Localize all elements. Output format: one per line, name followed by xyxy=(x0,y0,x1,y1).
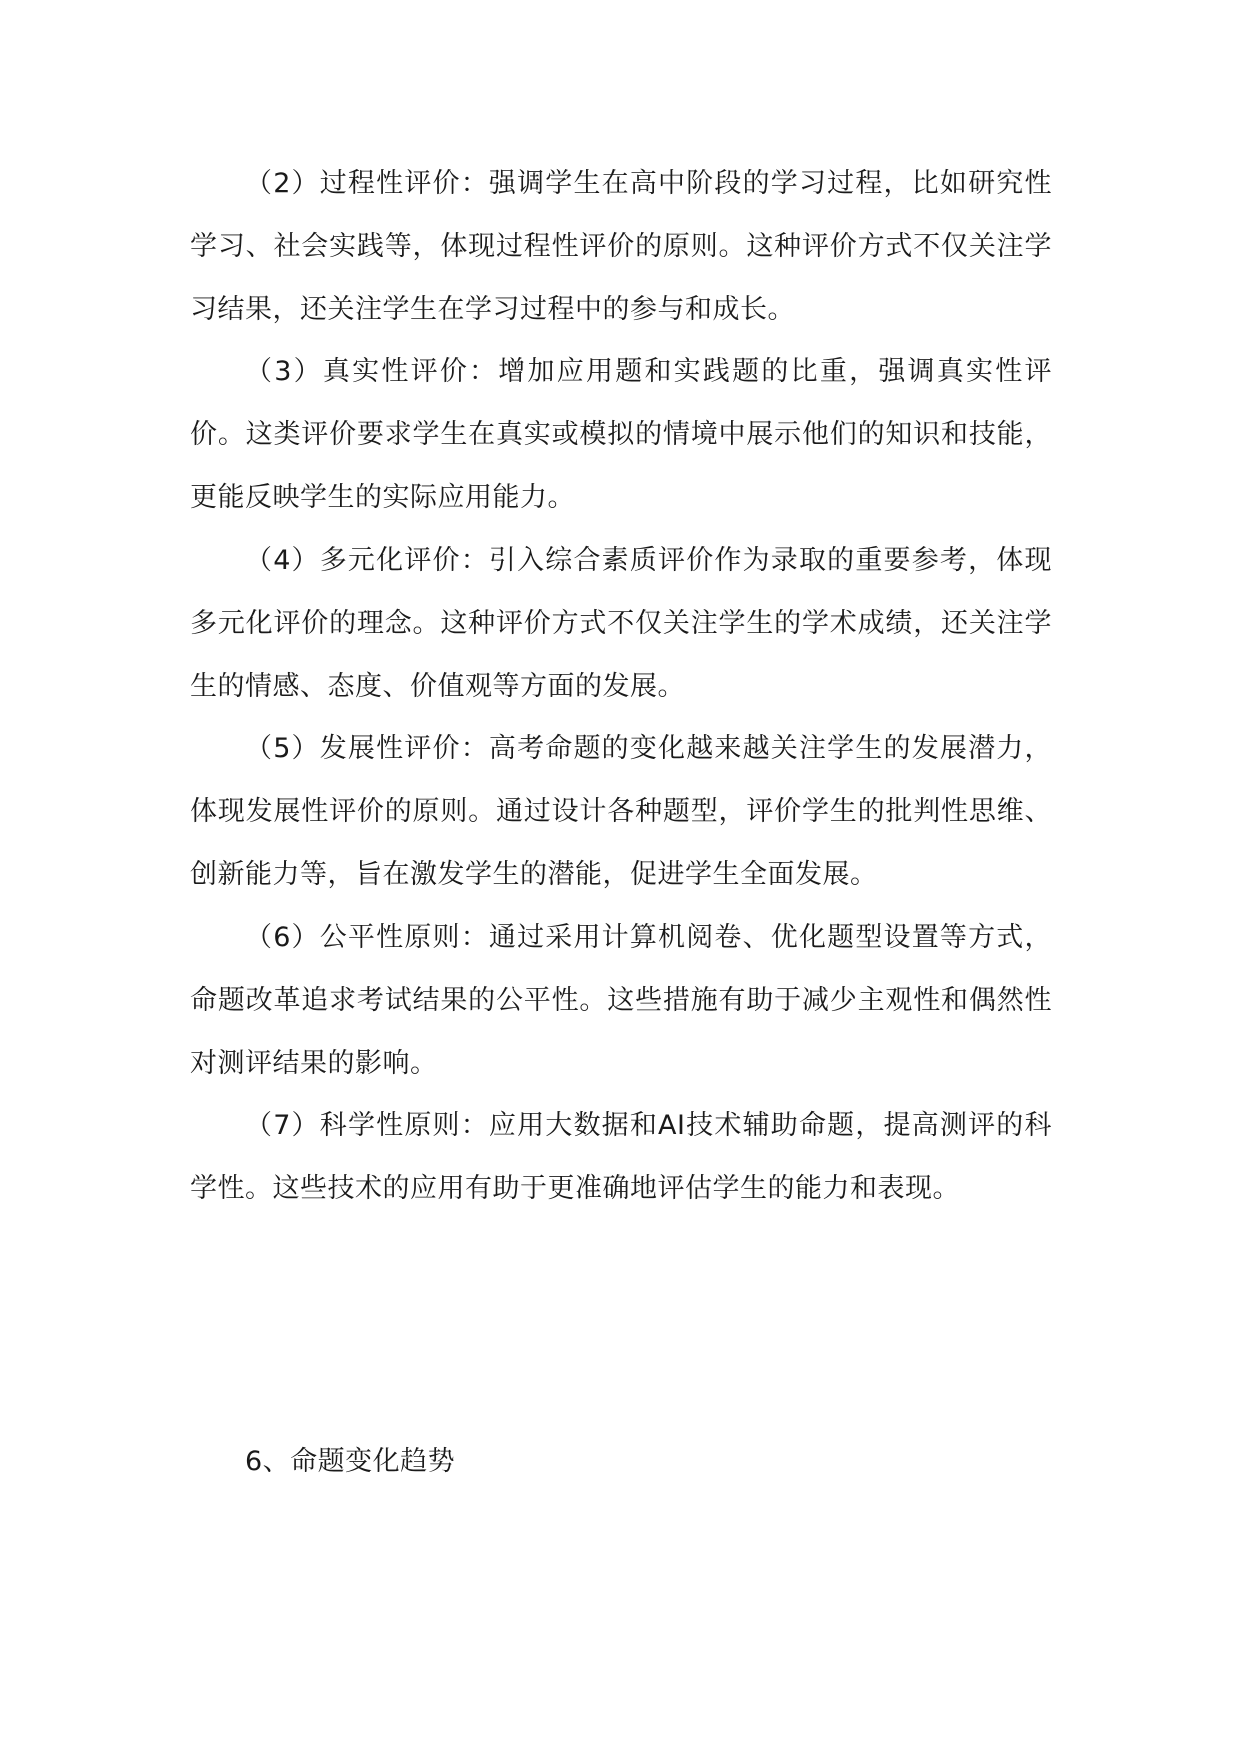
paragraph-developmental-evaluation: （5）发展性评价：高考命题的变化越来越关注学生的发展潜力，体现发展性评价的原则。通过设计各种题型，评价学生的批判性思维、创新能力等，旨在激发学生的潜能，促进学生全面发展。 xyxy=(190,733,1052,890)
paragraph-diversified-evaluation: （4）多元化评价：引入综合素质评价作为录取的重要参考，体现多元化评价的理念。这种评价方式不仅关注学生的学术成绩，还关注学生的情感、态度、价值观等方面的发展。 xyxy=(190,545,1052,702)
paragraph-scientific-principle: （7）科学性原则：应用大数据和AI技术辅助命题，提高测评的科学性。这些技术的应用有助于更准确地评估学生的能力和表现。 xyxy=(190,1110,1052,1204)
paragraph-fairness-principle: （6）公平性原则：通过采用计算机阅卷、优化题型设置等方式，命题改革追求考试结果的公平性。这些措施有助于减少主观性和偶然性对测评结果的影响。 xyxy=(190,922,1052,1079)
section-heading: 6、命题变化趋势 xyxy=(245,1446,456,1477)
paragraph-process-evaluation: （2）过程性评价：强调学生在高中阶段的学习过程，比如研究性学习、社会实践等，体现过程性评价的原则。这种评价方式不仅关注学习结果，还关注学生在学习过程中的参与和成长。 xyxy=(190,168,1052,325)
paragraph-authentic-evaluation: （3）真实性评价：增加应用题和实践题的比重，强调真实性评价。这类评价要求学生在真实或模拟的情境中展示他们的知识和技能，更能反映学生的实际应用能力。 xyxy=(190,356,1052,513)
